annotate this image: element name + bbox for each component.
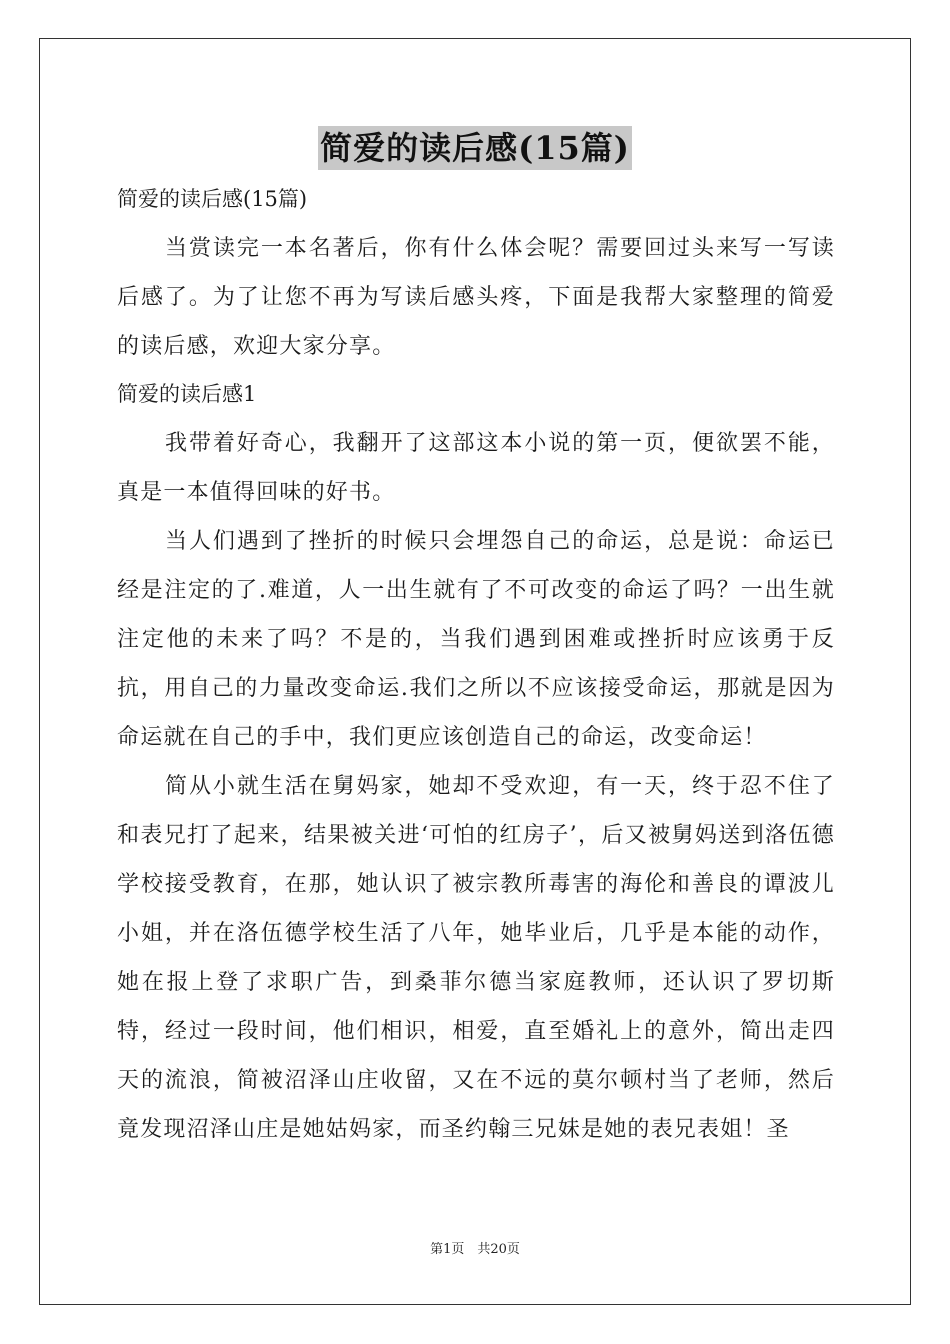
- document-body: [117, 180, 835, 1154]
- document-subtitle: 简爱的读后感(15篇): [117, 187, 308, 211]
- body-paragraph-2: 当人们遇到了挫折的时候只会埋怨自己的命运，总是说：命运已经是注定的了.难道，人一出生就有了不可改变的命运了吗？一出生就注定他的未来了吗？不是的，当我们遇到困难或挫折时应该勇于反抗，用自己的力量改变命运.我们之所以不应该接受命运，那就是因为命运就在自己的手中，我们更应该创造自己的命运，改变命运！: [117, 529, 835, 750]
- body-paragraph-3: 简从小就生活在舅妈家，她却不受欢迎，有一天，终于忍不住了和表兄打了起来，结果被关进‘可怕的红房子’，后又被舅妈送到洛伍德学校接受教育，在那，她认识了被宗教所毒害的海伦和善良的谭波儿小姐，并在洛伍德学校生活了八年，她毕业后，几乎是本能的动作，她在报上登了求职广告，到桑菲尔德当家庭教师，还认识了罗切斯特，经过一段时间，他们相识，相爱，直至婚礼上的意外，简出走四天的流浪，简被沼泽山庄收留，又在不远的莫尔顿村当了老师，然后竟发现沼泽山庄是她姑妈家，而圣约翰三兄妹是她的表兄表姐！圣: [117, 774, 835, 1142]
- page-footer: 第1页 共20页: [430, 1242, 520, 1257]
- section-heading: 简爱的读后感1: [117, 382, 257, 406]
- title-wrapper: [0, 126, 950, 170]
- intro-paragraph: 当赏读完一本名著后，你有什么体会呢？需要回过头来写一写读后感了。为了让您不再为写读后感头疼，下面是我帮大家整理的简爱的读后感，欢迎大家分享。: [117, 236, 835, 359]
- body-paragraph-1: 我带着好奇心，我翻开了这部这本小说的第一页，便欲罢不能，真是一本值得回味的好书。: [117, 431, 835, 505]
- document-title: 简爱的读后感(15篇): [318, 126, 632, 170]
